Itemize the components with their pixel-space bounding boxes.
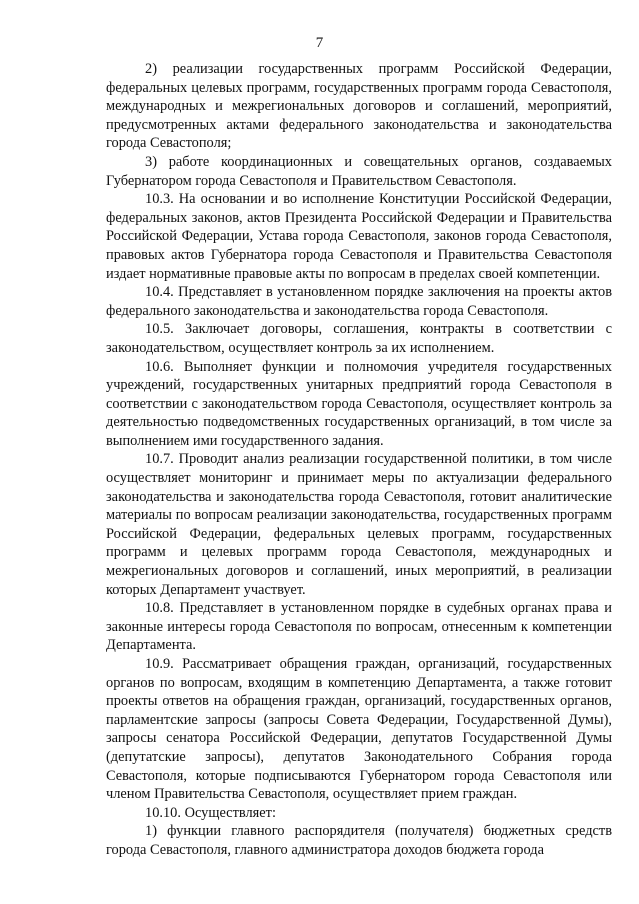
paragraph-10-9: 10.9. Рассматривает обращения граждан, организаций, государственных органов по вопросам, входящим в компетенцию Департамента, а также готовит проекты ответов на обращения граждан, организаций, государственных органов, парламентские запросы (запросы Совета Федерации, Государственной Думы), запросы сенатора Российской Федерации, депутатов Государственной Думы (депутатские запросы), депутатов Законодательного Собрания города Севастополя, которые подписываются Губернатором города Севастополя или членом Правительства Севастополя, осуществляет прием граждан. [106, 656, 612, 803]
paragraph-10-10: 10.10. Осуществляет: [145, 804, 276, 821]
paragraph-3-coordination: 3) работе координационных и совещательных органов, создаваемых Губернатором города Севастополя и Правительством Севастополя. [106, 153, 612, 189]
document-body [106, 60, 612, 860]
paragraph-10-6: 10.6. Выполняет функции и полномочия учредителя государственных учреждений, государственных унитарных предприятий города Севастополя в соответствии с законодательством города Севастополя, осуществляет контроль за деятельностью подведомственных государственных организаций, в том числе за выполнением ими государственного задания. [106, 358, 612, 449]
paragraph-10-8: 10.8. Представляет в установленном порядке в судебных органах права и законные интересы города Севастополя по вопросам, отнесенным к компетенции Департамента. [106, 600, 612, 654]
page-number: 7 [315, 35, 324, 51]
paragraph-10-5: 10.5. Заключает договоры, соглашения, контракты в соответствии с законодательством, осуществляет контроль за их исполнением. [106, 321, 612, 356]
paragraph-2-implementation: 2) реализации государственных программ Российской Федерации, федеральных целевых программ, государственных программ города Севастополя, международных и межрегиональных договоров и соглашений, мероприятий, предусмотренных актами федерального законодательства и законодательства города Севастополя; [106, 61, 612, 152]
paragraph-10-3: 10.3. На основании и во исполнение Конституции Российской Федерации, федеральных законов, актов Президента Российской Федерации и Правительства Российской Федерации, Устава города Севастополя, законов города Севастополя, правовых актов Губернатора города Севастополя и Правительства Севастополя издает нормативные правовые акты по вопросам в пределах своей компетенции. [106, 191, 612, 282]
paragraph-10-4: 10.4. Представляет в установленном порядке заключения на проекты актов федерального законодательства и законодательства города Севастополя. [106, 284, 612, 319]
paragraph-10-7: 10.7. Проводит анализ реализации государственной политики, в том числе осуществляет мониторинг и принимает меры по актуализации федерального законодательства и законодательства города Севастополя, готовит аналитические материалы по вопросам реализации законодательства, государственных программ Российской Федерации, федеральных целевых программ, государственных программ и целевых программ города Севастополя, международных и межрегиональных договоров и соглашений, иных мероприятий, в реализации которых Департамент участвует. [106, 451, 612, 598]
paragraph-10-10-1: 1) функции главного распорядителя (получателя) бюджетных средств города Севастополя, главного администратора доходов бюджета города [106, 823, 612, 858]
